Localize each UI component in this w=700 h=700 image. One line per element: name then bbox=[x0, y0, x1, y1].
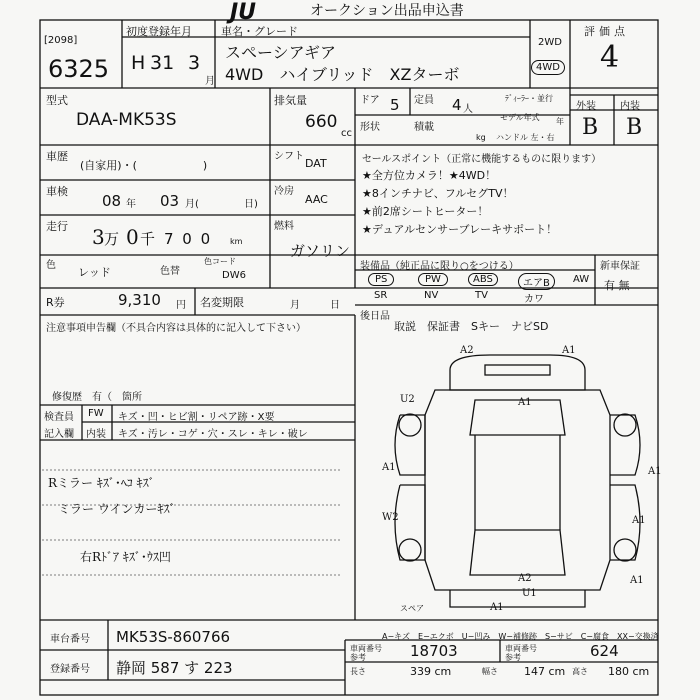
color-label: 色 bbox=[46, 260, 56, 271]
length-value: 339 cm bbox=[410, 665, 452, 678]
handle-label: ハンドル 左・右 bbox=[496, 133, 555, 142]
model-year-label: モデル年式 bbox=[500, 113, 540, 122]
capacity-label: 定員 bbox=[414, 95, 434, 106]
exterior-grade: B bbox=[582, 115, 599, 140]
fuel-label: 燃料 bbox=[274, 221, 294, 232]
recycle-label: R券 bbox=[46, 296, 65, 309]
bottom-label-2: 車両番号 bbox=[505, 644, 537, 653]
model-grade: 4WD ハイブリッド XZターボ bbox=[225, 65, 460, 84]
shift-label: シフト bbox=[274, 151, 304, 162]
mark-a1-bottom: A1 bbox=[490, 602, 504, 613]
sales-point-2: ★8インチナビ、フルセグTV！ bbox=[362, 187, 514, 200]
load-unit: kg bbox=[476, 133, 486, 142]
height-value: 180 cm bbox=[608, 665, 650, 678]
lot-number: 6325 bbox=[48, 55, 110, 83]
ju-logo: JU bbox=[230, 0, 257, 25]
doors-value: 5 bbox=[390, 96, 400, 114]
mileage-rest: 7 0 0 bbox=[164, 230, 213, 248]
recycle-unit: 円 bbox=[176, 300, 186, 311]
bottom-value-1: 18703 bbox=[410, 642, 458, 660]
handwritten-note-3: 右Rﾄﾞｱ ｷｽﾞ･ｳｽ凹 bbox=[80, 550, 171, 564]
mark-a1-right: A1 bbox=[648, 466, 662, 477]
history-label: 車歴 bbox=[46, 150, 68, 163]
new-warranty-value: 有 無 bbox=[604, 279, 630, 292]
inspector-fw-text: キズ・凹・ヒビ割・リペア跡・X要 bbox=[118, 412, 275, 423]
limit-day: 日 bbox=[330, 300, 340, 311]
model-label: 車名・グレード bbox=[221, 25, 298, 38]
drive-2wd: 2WD bbox=[538, 37, 562, 48]
mark-u2: U2 bbox=[400, 394, 415, 405]
drive-4wd: 4WD bbox=[531, 60, 565, 75]
mileage-sen: 0 bbox=[126, 225, 139, 249]
equip-ps: PS bbox=[368, 273, 394, 286]
doors-label: ドア bbox=[360, 95, 380, 106]
color-code-label: 色コード bbox=[204, 257, 236, 266]
sales-title: セールスポイント（正常に機能するものに限ります） bbox=[362, 154, 602, 165]
plate-label: 登録番号 bbox=[50, 664, 90, 675]
mileage-man-unit: 万 bbox=[104, 230, 120, 248]
bottom-sub-2: 参考 bbox=[505, 653, 521, 662]
equip-aw: AW bbox=[573, 274, 590, 285]
inspection-month-unit: 月( bbox=[185, 199, 199, 210]
chassis-label: 車台番号 bbox=[50, 634, 90, 645]
model-year-unit: 年 bbox=[556, 117, 564, 126]
equip-nv: NV bbox=[424, 290, 439, 301]
displacement-value: 660 bbox=[305, 112, 338, 132]
capacity-unit: 人 bbox=[463, 104, 473, 115]
model-name: スペーシアギア bbox=[225, 43, 337, 62]
mark-u1: U1 bbox=[522, 588, 537, 599]
score-value: 4 bbox=[600, 40, 620, 75]
dealer-label: ﾃﾞｨｰﾗｰ・並行 bbox=[505, 94, 553, 103]
inspector-in: 内装 bbox=[86, 429, 106, 440]
registration-era: H bbox=[131, 52, 146, 74]
inspection-year-unit: 年 bbox=[126, 199, 136, 210]
equip-kawa: カワ bbox=[524, 294, 544, 305]
equipment-title: 装備品（純正品に限り○をつける） bbox=[360, 261, 519, 272]
displacement-unit: cc bbox=[341, 128, 352, 139]
inspector-in-text: キズ・汚レ・コゲ・穴・スレ・キレ・破レ bbox=[118, 429, 308, 440]
inspection-year: 08 bbox=[102, 192, 122, 210]
damage-legend: A−キズ E−エクボ U−凹み W−補修跡 S−サビ C−腐食 XX−交換済 bbox=[382, 632, 659, 641]
repair-history: 修復歴 有（ 箇所 bbox=[52, 392, 142, 403]
mark-w2: W2 bbox=[382, 512, 399, 523]
equip-sr: SR bbox=[374, 290, 388, 301]
bottom-sub-1: 参考 bbox=[350, 653, 366, 662]
score-label: 評価点 bbox=[584, 25, 629, 38]
limit-month: 月 bbox=[290, 300, 300, 311]
new-warranty-label: 新車保証 bbox=[600, 261, 640, 272]
plate-value: 静岡 587 す 223 bbox=[116, 659, 233, 677]
limit-label: 名変期限 bbox=[200, 296, 244, 309]
width-value: 147 cm bbox=[524, 665, 566, 678]
bottom-label-1: 車両番号 bbox=[350, 644, 382, 653]
registration-month-unit: 月 bbox=[205, 76, 215, 87]
history-value: (自家用)・( ) bbox=[80, 159, 208, 172]
bottom-value-2: 624 bbox=[590, 642, 619, 660]
inspector-label-2: 記入欄 bbox=[44, 429, 74, 440]
registration-month: 3 bbox=[188, 52, 201, 74]
inspection-label: 車検 bbox=[46, 185, 68, 198]
notes-title: 注意事項申告欄（不具合内容は具体的に記入して下さい） bbox=[46, 323, 306, 334]
equip-airbag: エアB bbox=[518, 273, 555, 290]
interior-label: 内装 bbox=[620, 101, 640, 112]
form-title: オークション出品申込書 bbox=[310, 3, 464, 19]
color-code: DW6 bbox=[222, 270, 246, 281]
mileage-sen-unit: 千 bbox=[140, 230, 156, 248]
inspection-day-unit: 日) bbox=[244, 199, 258, 210]
interior-grade: B bbox=[626, 115, 643, 140]
color-change-label: 色替 bbox=[160, 266, 180, 277]
length-label: 長さ bbox=[350, 667, 366, 676]
inspector-fw: FW bbox=[88, 408, 104, 419]
chassis-value: MK53S-860766 bbox=[116, 628, 231, 646]
fuel-value: ガソリン bbox=[290, 242, 351, 260]
load-label: 積載 bbox=[414, 122, 434, 133]
handwritten-note-2: ミラー ウインカーｷｽﾞ bbox=[58, 502, 176, 516]
registration-year: 31 bbox=[150, 52, 175, 74]
inspector-label-1: 検査員 bbox=[44, 412, 74, 423]
mark-a1-rear: A1 bbox=[630, 575, 644, 586]
ac-value: AAC bbox=[305, 193, 328, 206]
mileage-man: 3 bbox=[92, 225, 105, 249]
sales-point-4: ★デュアルセンサーブレーキサポート！ bbox=[362, 223, 558, 236]
mark-a2-rear: A2 bbox=[518, 573, 532, 584]
mileage-label: 走行 bbox=[46, 220, 68, 233]
mark-a1-topright: A1 bbox=[562, 345, 576, 356]
shape-label: 形状 bbox=[360, 122, 380, 133]
color-value: レッド bbox=[78, 266, 111, 279]
type-label: 型式 bbox=[46, 94, 68, 107]
width-label: 幅さ bbox=[482, 667, 498, 676]
capacity-value: 4 bbox=[452, 96, 462, 114]
height-label: 高さ bbox=[572, 667, 588, 676]
ac-label: 冷房 bbox=[274, 186, 294, 197]
sales-point-1: ★全方位カメラ！★4WD！ bbox=[362, 169, 497, 182]
inspection-month: 03 bbox=[160, 192, 180, 210]
spare-label: スペア bbox=[400, 604, 424, 613]
mark-a1-left: A1 bbox=[382, 462, 396, 473]
after-label: 後日品 bbox=[360, 311, 390, 322]
lot-id: [2098] bbox=[44, 35, 78, 46]
equip-abs: ABS bbox=[468, 273, 498, 286]
exterior-label: 外装 bbox=[576, 101, 596, 112]
registration-label: 初度登録年月 bbox=[126, 25, 192, 38]
shift-value: DAT bbox=[305, 157, 327, 170]
mileage-unit: km bbox=[230, 237, 243, 246]
equip-tv: TV bbox=[475, 290, 488, 301]
recycle-value: 9,310 bbox=[118, 291, 161, 309]
after-value: 取説 保証書 Sキー ナビSD bbox=[394, 320, 549, 333]
mark-a1-rdoor: A1 bbox=[632, 515, 646, 526]
handwritten-note-1: Rミラー ｷｽﾞ･ﾍｺ ｷｽﾞ bbox=[48, 476, 155, 490]
equip-pw: PW bbox=[418, 273, 448, 286]
sales-point-3: ★前2席シートヒーター！ bbox=[362, 205, 489, 218]
mark-a2-top: A2 bbox=[460, 345, 474, 356]
type-value: DAA-MK53S bbox=[76, 110, 177, 130]
mark-a1-hood: A1 bbox=[518, 397, 532, 408]
displacement-label: 排気量 bbox=[274, 94, 307, 107]
